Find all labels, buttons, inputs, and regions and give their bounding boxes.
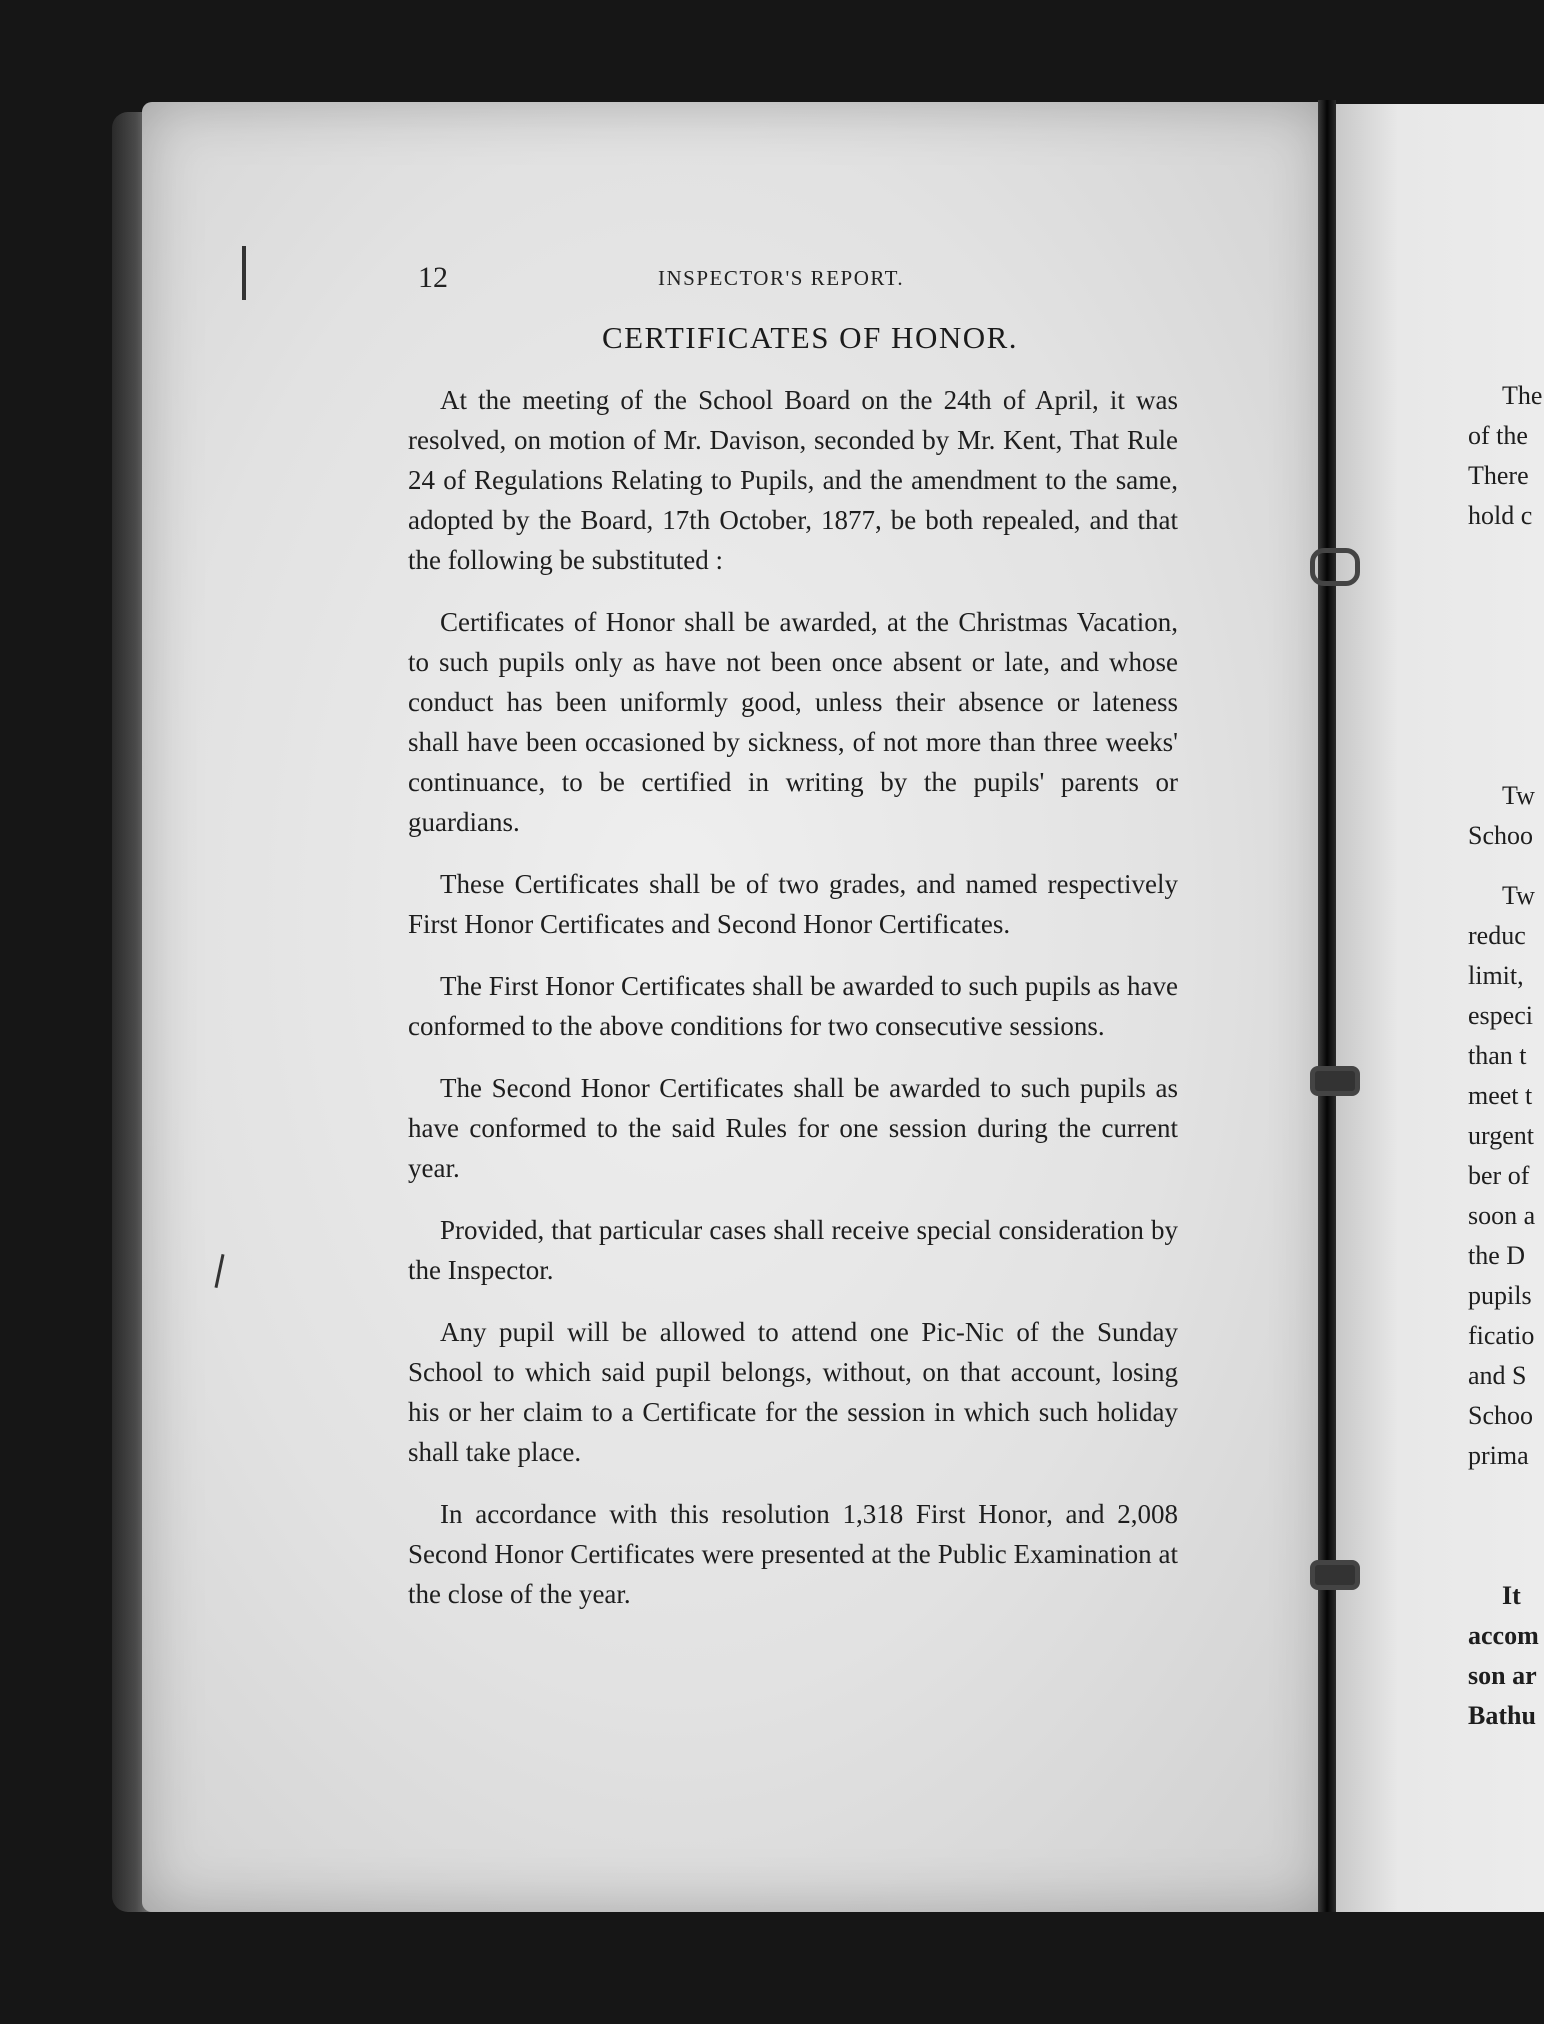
paragraph: The Second Honor Certificates shall be awarded to such pupils as have conformed to the said Rules for one session during the current year. [408,1073,1178,1183]
right-page-line: It [1502,1581,1521,1610]
running-title: INSPECTOR'S REPORT. [658,265,905,290]
binding-staple-middle [1310,1066,1360,1096]
right-page-line: limit, [1468,961,1524,990]
right-page-line: than t [1468,1041,1527,1070]
right-page-text-block [1468,876,1544,1476]
right-page-line: urgent [1468,1121,1534,1150]
right-page-line: There [1468,461,1529,490]
paragraph: Provided, that particular cases shall receive special consideration by the Inspector. [408,1215,1178,1285]
right-page-text-block [1468,776,1544,856]
right-page-line: son ar [1468,1661,1537,1690]
right-page-line: of the [1468,421,1528,450]
binding-staple-bottom [1310,1560,1360,1590]
right-page-text-block [1468,376,1544,536]
paragraph: The First Honor Certificates shall be awarded to such pupils as have conformed to the above conditions for two consecutive sessions. [408,971,1178,1041]
page-number: 12 [418,261,448,294]
right-page-line: soon a [1468,1201,1536,1230]
right-page-line: The [1502,381,1543,410]
right-page-line: the D [1468,1241,1526,1270]
body-text [408,380,1178,1636]
paragraph: Certificates of Honor shall be awarded, at the Christmas Vacation, to such pupils only as have not been once absent or late, and whose conduct has been uniformly good, unless their absence or lateness shall have been occasioned by sickness, of not more than three weeks' continuance, to be certified in writing by the pupils' parents or guardians. [408,607,1178,837]
right-page-line: prima [1468,1441,1529,1470]
right-page-line: reduc [1468,921,1526,950]
paragraph: At the meeting of the School Board on the 24th of April, it was resolved, on motion of Mr. Davison, seconded by Mr. Kent, That Rule 24 of Regulations Relating to Pupils, and the amendment to the same, adopted by the Board, 17th October, 1877, be both repealed, and that the following be substituted : [408,385,1178,575]
right-page-line: especi [1468,1001,1533,1030]
right-page-line: Schoo [1468,821,1533,850]
paragraph: Any pupil will be allowed to attend one Pic-Nic of the Sunday School to which said pupil belongs, without, on that account, losing his or her claim to a Certificate for the session in which such holiday shall take place. [408,1317,1178,1467]
right-page-line: ficatio [1468,1321,1535,1350]
binding-staple-top [1310,548,1360,586]
book-gutter [1318,100,1336,1912]
right-page-line: Schoo [1468,1401,1533,1430]
right-page-line: meet t [1468,1081,1533,1110]
right-page-line: hold c [1468,501,1533,530]
right-page-line: pupils [1468,1281,1532,1310]
right-page-line: Tw [1502,881,1535,910]
right-page-line: accom [1468,1621,1539,1650]
margin-pencil-mark [242,246,246,300]
page-heading: CERTIFICATES OF HONOR. [601,320,1019,355]
running-head [418,258,1198,298]
right-page-text-block [1468,1576,1544,1736]
right-page-line: Bathu [1468,1701,1536,1730]
paragraph: These Certificates shall be of two grades, and named respectively First Honor Certificates and Second Honor Certificates. [408,869,1178,939]
right-page-line: and S [1468,1361,1527,1390]
right-page-line: Tw [1502,781,1535,810]
right-page-line: ber of [1468,1161,1530,1190]
paragraph: In accordance with this resolution 1,318 First Honor, and 2,008 Second Honor Certificates were presented at the Public Examination at the close of the year. [408,1499,1178,1609]
